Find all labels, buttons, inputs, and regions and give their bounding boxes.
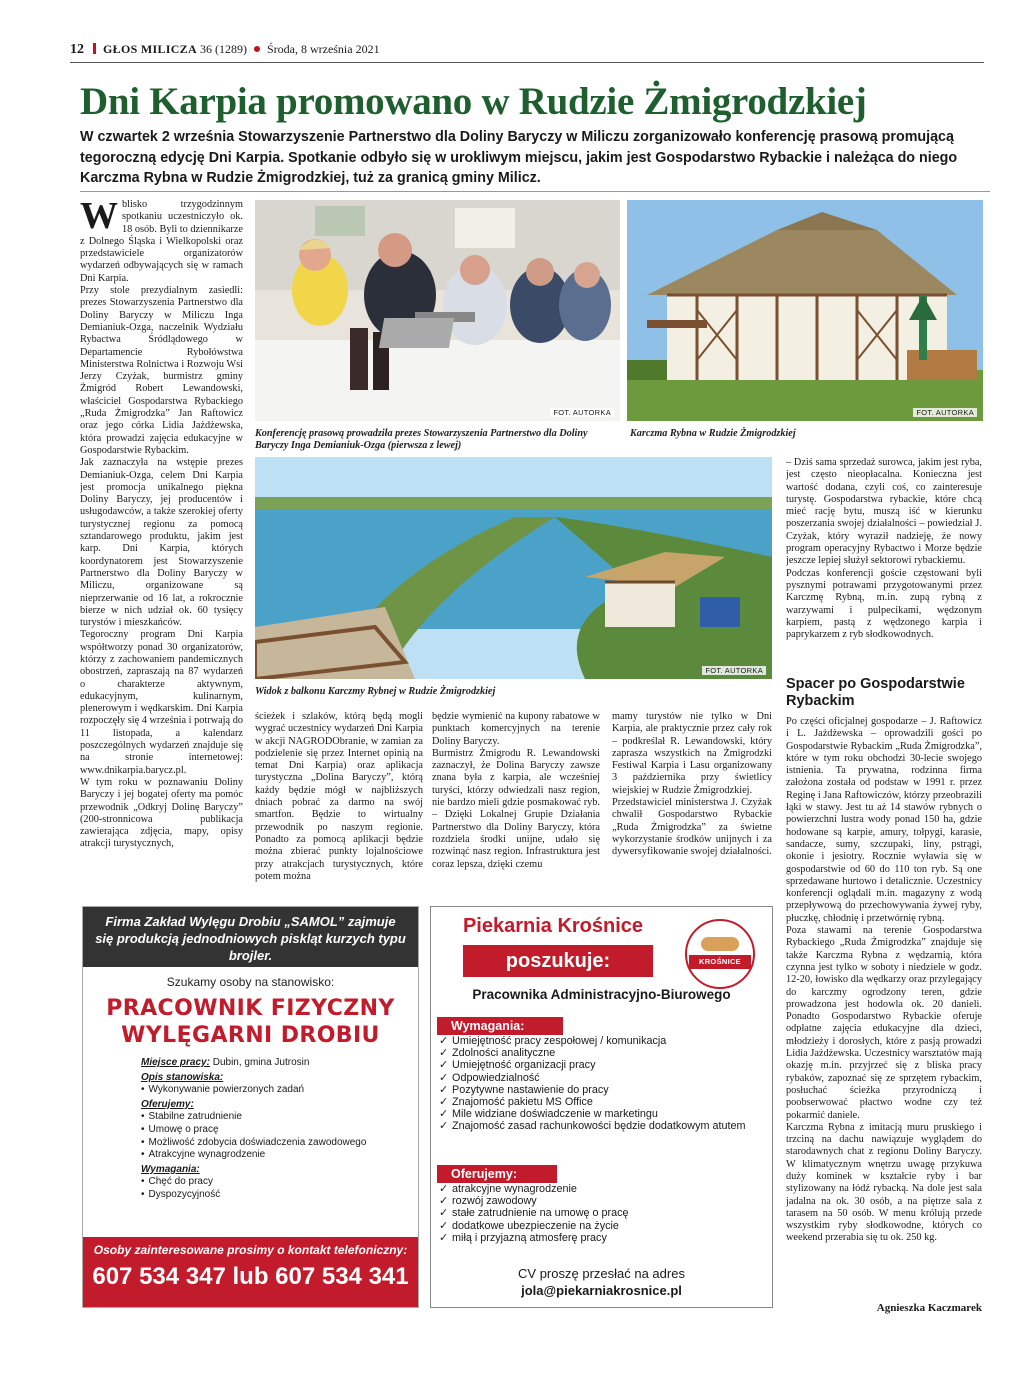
list-item: ✓ Znajomość pakietu MS Office — [437, 1096, 772, 1108]
paragraph: Jak zaznaczyła na wstępie prezes Demianiuk-Ozga, celem Dni Karpia jest promocja unikalnego piękna Doliny Baryczy, jej producentów i usługodawców, a także szerokiej oferty turystycznej regionu za pomocą sztandarowego produktu, jakim jest karp. Dni Karpia, których koordynatorem jest Stowarzyszenie Partnerstwo dla Doliny Baryczy w Miliczu, organizowane są nieprzerwanie od 16 lat, a rokrocznie bierze w nich udział ok. 60 tysięcy turystów i mieszkańców. — [80, 457, 243, 629]
photo-credit: FOT. AUTORKA — [550, 408, 614, 417]
photo-credit: FOT. AUTORKA — [702, 666, 766, 675]
photo-credit: FOT. AUTORKA — [913, 408, 977, 417]
article-lead: W czwartek 2 września Stowarzyszenie Partnerstwo dla Doliny Baryczy w Miliczu zorganizowało konferencję prasową promującą tegoroczną edycję Dni Karpia. Spotkanie odbyło się w urokliwym miejscu, jakim jest Gospodarstwo Rybackie i należąca do niego Karczma Rybna w Rudzie Żmigrodzkiej, tuż za granicą gminy Milicz. — [80, 129, 958, 186]
header-bar — [93, 43, 96, 54]
paragraph: Przy stole prezydialnym zasiedli: prezes Stowarzyszenia Partnerstwo dla Doliny Baryczy w Miliczu Inga Demianiuk-Ozga, naczelnik Wydziału Rybactwa Śródlądowego w Departamencie Rybołówstwa Ministerstwa Rolnictwa i Rozwoju Wsi Jerzy Czyżak, burmistrz gminy Żmigród Robert Lewandowski, właściciel Gospodarstwa Rybackiego „Ruda Żmigrodzka” Jan Raftowicz oraz jego córka Lidia Jażdżewska, która prowadzi zajęcia edukacyjne w Gospodarstwie Rybackim. — [80, 285, 243, 456]
list-item: • Możliwość zdobycia doświadczenia zawodowego — [141, 1137, 404, 1150]
list-item: ✓ Znajomość zasad rachunkowości będzie dodatkowym atutem — [437, 1120, 772, 1132]
paragraph: Wblisko trzygodzinnym spotkaniu uczestniczyło ok. 18 osób. Byli to dziennikarze z Dolnego Śląska i Wielkopolski oraz przedstawiciele organizatorów wydarzeń odbywających się w ramach Dni Karpia. — [80, 199, 243, 284]
list-item: • Umowę o pracę — [141, 1124, 404, 1137]
page-header — [70, 42, 984, 60]
paragraph: – Dziś sama sprzedaż surowca, jakim jest ryba, jest często nieopłacalna. Konieczna jest wartość dodana, czyli coś, co zainteresuje turystę. Gospodarstwa rybackie, które chcą mieć rację bytu, muszą iść w kierunku poszerzania swojej działalności – powiedział J. Czyżak, który wyraził nadzieję, że nowy program operacyjny Rybactwo i Morze będzie jeszcze lepiej służył sektorowi rybackiemu. Podczas konferencji goście częstowani byli pysznymi potrawami przygotowanymi przez Karczmę Rybną, m.in. zupą rybną z warzywami i pulpecikami, wędzonym karpiem, pastą z wędzonego karpia i paprykarzem z ryb słodkowodnych. — [786, 457, 982, 641]
page-number: 12 — [70, 42, 84, 57]
list-item: ✓ dodatkowe ubezpieczenie na życie — [437, 1220, 772, 1232]
ad-samol-req-label: Wymagania: — [141, 1163, 200, 1175]
ad-samol — [82, 906, 419, 1308]
header-rule — [70, 62, 984, 63]
paragraph: Po części oficjalnej gospodarze – J. Raftowicz i L. Jażdżewska – oprowadzili gości po Gospodarstwie Rybackim „Ruda Żmigrodzka”, które w tym roku obchodzi 30-lecie swojego istnienia. Ta prywatna, rodzinna firma założona została od podstaw w 1991 r. przez Reginę i Jana Raftowiczów, którzy przeobrazili łąki w stawy. Jest tu aż 14 stawów rybnych o powierzchni lustra wody ponad 150 ha, gdzie hodowane są karpie, amury, tołpygi, karasie, sandacze, sumy, szczupaki, liny, pstrągi, okonie i jesiotry. Rocznie wyławia się w gospodarstwie od 60 do 110 ton ryb. Są one sprzedawane hurtowo i detalicznie. Uczestnicy konferencji oglądali m.in. magazyny z wodą przepływową do przechowywania żywej ryby, płuczkę, chłodnię i przetwórnię rybną. Poza stawami na terenie Gospodarstwa Rybackiego „Ruda Żmigrodzka” znajduje się także Karczma Rybna z wędzarnią, która czynna jest tylko w soboty i niedziele w godz. 12-20, łowisko dla wędkarzy oraz przylegający do karczmy ogrodzony teren, gdzie prowadzona jest hodowla ok. 20 danieli. Ponadto Gospodarstwo Rybackie oferuje odpłatne zajęcia edukacyjne dla dzieci, młodzieży i dorosłych, które z pasją prowadzi Lidia Jażdżewska. Uczestnicy warsztatów mają okazję m.in. przyjrzeć się z bliska pracy rybaków, zapoznać się ze sprzętem rybackim, posłuchać ścieżka przyrodniczą i poobserwować płactwo wodne czy też pokarmić daniele. Karczma Rybna z imitacją muru pruskiego i trzciną na dachu nawiązuje wyglądem do starodawnych chat z regionu Doliny Baryczy. W klimatycznym wnętrzu uwagę przykuwa duży kominek w kształcie ryby i bar stylizowany na łódź rybacką. Na dole jest sala jadalna na ok. 30 osób, a na piętrze sala z tarasem na 50 osób. W menu królują przede wszystkim ryby słodkowodne, których co weekend przerabia się tu ok. 250 kg. — [786, 716, 982, 1244]
paragraph: Tegoroczny program Dni Karpia współtworzy ponad 30 organizatorów, którzy z zachowaniem pandemicznych obostrzeń, zapraszają na 87 wydarzeń o charakterze aktywnym, edukacyjnym, kulinarnym, plenerowym i wędkarskim. Dni Karpia rozpoczęły się 4 września i potrwają do 11 listopada, a kalendarz poszczególnych wydarzeń znajduje się na stronie internetowej: www.dnikarpia.barycz.pl. — [80, 629, 243, 776]
list-item: • Stabilne zatrudnienie — [141, 1111, 404, 1124]
article-subhead: Spacer po Gospodarstwie Rybackim — [786, 676, 965, 709]
article-headline: Dni Karpia promowano w Rudzie Żmigrodzkiej — [80, 80, 867, 123]
list-item: ✓ Umiejętność organizacji pracy — [437, 1059, 772, 1071]
article-column-2: ścieżek i szlaków, którą będą mogli wygrać uczestnicy wydarzeń Dni Karpia w akcji NAGRODObranie, w zamian za podzielenie się przez Internet opinią na temat Dni Karpia) oraz aplikacja turystyczna „Dolina Baryczy”, którą każdy będzie mógł w najbliższych dniach pobrać za darmo na swój smartfon. Będzie to wirtualny przewodnik po naszym regionie. Ponadto za pomocą aplikacji będzie można zbierać punkty lojalnościowe przy atrakcjach turystycznych, które potem można — [255, 711, 423, 882]
lead-rule — [80, 191, 990, 192]
paragraph: mamy turystów nie tylko w Dni Karpia, ale praktycznie przez cały rok – podkreślał R. Lewandowski, który zaprasza wszystkich na Żmigrodzki Festiwal Karpia i Lasu organizowany 3 października przy świetlicy wiejskiej w Rudzie Żmigrodzkiej. Przedstawiciel ministerstwa J. Czyżak chwalił Gospodarstwo Rybackie „Ruda Żmigrodzka” za świetne wykorzystanie środków unijnych i za dywersyfikowanie swojej działalności. — [612, 711, 772, 858]
ad-samol-phones: 607 534 347 lub 607 534 341 — [92, 1263, 409, 1290]
issue-date: Środa, 8 września 2021 — [266, 42, 380, 56]
article-column-5-top — [786, 457, 982, 671]
article-column-5-bottom — [786, 716, 982, 1300]
article-column-1 — [80, 199, 243, 889]
paragraph: będzie wymienić na kupony rabatowe w punktach komercyjnych na terenie Doliny Baryczy. Burmistrz Żmigrodu R. Lewandowski zaznaczył, że Dolina Baryczy zawsze znana była z karpia, ale wcześniej turyści, którzy odwiedzali nasz region, nie bardzo mieli gdzie posmakować ryb. – Dzięki Lokalnej Grupie Działania Partnerstwo dla Doliny Baryczy, która rozdziela środki unijne, udało się rozwinąć nasz region. Infrastruktura jest coraz lepsza, dzięki czemu — [432, 711, 600, 870]
ad-samol-company: Firma Zakład Wylęgu Drobiu „SAMOL” zajmuje się produkcją jednodniowych piskląt kurzych typu brojler. — [83, 907, 418, 967]
photo-tavern — [627, 200, 983, 421]
list-item: ✓ atrakcyjne wynagrodzenie — [437, 1183, 772, 1195]
paper-name: GŁOS MILICZA — [103, 42, 197, 56]
conference-image — [255, 200, 620, 421]
ad-piekarnia-cv: CV proszę przesłać na adres jola@piekarniakrosnice.pl — [431, 1265, 772, 1299]
issue-number: 36 (1289) — [199, 42, 247, 56]
list-item: ✓ Pozytywne nastawienie do pracy — [437, 1084, 772, 1096]
bread-icon — [701, 937, 739, 951]
photo-conference — [255, 200, 620, 421]
ad-samol-position: PRACOWNIK FIZYCZNY WYLĘGARNI DROBIU — [106, 996, 395, 1048]
article-author: Agnieszka Kaczmarek — [876, 1302, 982, 1314]
ad-samol-contact: Osoby zainteresowane prosimy o kontakt telefoniczny: 607 534 347 lub 607 534 341 — [83, 1237, 418, 1307]
list-item: • Wykonywanie powierzonych zadań — [141, 1084, 404, 1097]
ad-piekarnia-req-label: Wymagania: — [437, 1017, 563, 1035]
ad-piekarnia-offer-section — [437, 1165, 772, 1244]
photo-view — [255, 457, 772, 679]
list-item: • Chęć do pracy — [141, 1176, 404, 1189]
list-item: • Dyspozycyjność — [141, 1189, 404, 1202]
ad-piekarnia-title: Piekarnia Krośnice — [462, 915, 644, 937]
ad-samol-seeking: Szukamy osoby na stanowisko: — [166, 975, 335, 989]
list-item: ✓ Odpowiedzialność — [437, 1072, 772, 1084]
list-item: ✓ stałe zatrudnienie na umowę o pracę — [437, 1207, 772, 1219]
article-column-3 — [432, 711, 600, 891]
photo-caption-tavern: Karczma Rybna w Rudzie Żmigrodzkiej — [630, 428, 796, 439]
photo-caption-conference: Konferencję prasową prowadziła prezes Stowarzyszenia Partnerstwo dla Doliny Baryczy Inga Demianiuk-Ozga (pierwsza z lewej) — [255, 428, 588, 451]
ad-piekarnia-offer-label: Oferujemy: — [437, 1165, 557, 1183]
list-item: ✓ miłą i przyjazną atmosferę pracy — [437, 1232, 772, 1244]
list-item: ✓ Zdolności analityczne — [437, 1047, 772, 1059]
dropcap: W — [80, 199, 118, 237]
photo-caption-view: Widok z balkonu Karczmy Rybnej w Rudzie Żmigrodzkiej — [255, 686, 496, 697]
ad-samol-details — [83, 1049, 418, 1202]
paragraph: W tym roku w poznawaniu Doliny Baryczy i jej bogatej oferty ma pomóc przewodnik „Odkryj Dolinę Baryczy” (200-stronnicowa publikacja zawierająca zdjęcia, mapy, opisy atrakcji turystycznych, — [80, 776, 243, 850]
ad-samol-desc-label: Opis stanowiska: — [141, 1071, 224, 1083]
list-item: • Atrakcyjne wynagrodzenie — [141, 1149, 404, 1162]
ad-piekarnia — [430, 906, 773, 1308]
header-dot — [254, 46, 260, 52]
ad-piekarnia-position: Pracownika Administracyjno-Biurowego — [472, 987, 731, 1002]
list-item: ✓ Umiejętność pracy zespołowej / komunikacja — [437, 1035, 772, 1047]
bakery-logo-icon: KROŚNICE — [685, 919, 755, 989]
ad-samol-place: Miejsce pracy: Dubin, gmina Jutrosin — [141, 1057, 310, 1068]
ad-piekarnia-req-section — [437, 1017, 772, 1133]
list-item: ✓ Mile widziane doświadczenie w marketingu — [437, 1108, 772, 1120]
ad-piekarnia-subtitle: poszukuje: — [463, 945, 653, 977]
tavern-image — [627, 200, 983, 421]
list-item: ✓ rozwój zawodowy — [437, 1195, 772, 1207]
ad-piekarnia-email[interactable]: jola@piekarniakrosnice.pl — [521, 1283, 682, 1298]
ad-samol-offer-label: Oferujemy: — [141, 1098, 194, 1110]
article-column-4 — [612, 711, 772, 891]
view-image — [255, 457, 772, 679]
